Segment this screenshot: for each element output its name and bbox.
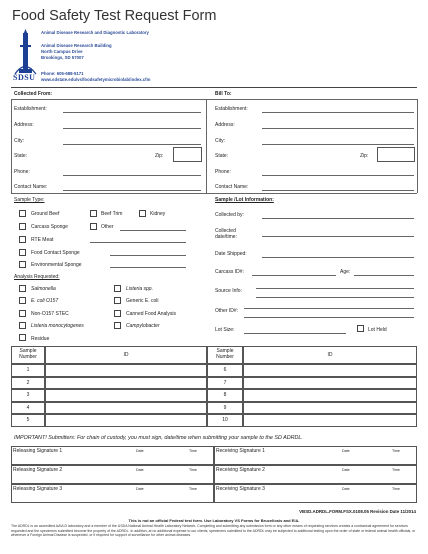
bill-address-field[interactable]	[262, 128, 414, 129]
receiving-signature-1-label: Receiving Signature 1	[216, 448, 265, 454]
environmental-sponge-label: Environmental Sponge	[31, 262, 82, 268]
zip-label: Zip:	[155, 153, 164, 159]
address-field[interactable]	[63, 128, 201, 129]
carcass-sponge-checkbox[interactable]	[19, 223, 26, 230]
age-field[interactable]	[354, 275, 414, 276]
releasing-signature-3-label: Releasing Signature 3	[13, 486, 63, 492]
bill-city-field[interactable]	[262, 144, 414, 145]
ecoli-o157-label: E. coli O157	[31, 298, 59, 304]
sample-id-field-6[interactable]	[243, 364, 417, 377]
ground-beef-checkbox[interactable]	[19, 210, 26, 217]
form-id: VBSD.ADRDL.FORM.FSX.0108.05 Revision Date 11/2014	[299, 509, 416, 514]
date-label: Date	[136, 449, 144, 453]
carcass-sponge-label: Carcass Sponge	[31, 224, 68, 230]
contact-name-field[interactable]	[63, 190, 201, 191]
releasing-signature-1-label: Releasing Signature 1	[13, 448, 63, 454]
id-header-right-text: ID	[327, 352, 333, 358]
time-label: Time	[189, 487, 197, 491]
bill-zip-label: Zip:	[360, 153, 369, 159]
date-shipped-label: Date Shipped:	[215, 251, 247, 257]
street-address: North Campus Drive	[41, 49, 83, 54]
date-label: Date	[342, 487, 350, 491]
row-number-4: 4	[26, 404, 30, 411]
ground-beef-label: Ground Beef	[31, 211, 60, 217]
bill-to-heading: Bill To:	[215, 91, 232, 97]
id-header-left-text: ID	[123, 352, 129, 358]
form-title: Food Safety Test Request Form	[12, 8, 217, 24]
sample-id-field-5[interactable]	[45, 414, 207, 427]
rte-meat-checkbox[interactable]	[19, 236, 26, 243]
phone-field[interactable]	[63, 175, 201, 176]
sample-id-field-2[interactable]	[45, 377, 207, 390]
time-label: Time	[392, 468, 400, 472]
bill-establishment-field[interactable]	[262, 112, 414, 113]
collected-from-heading: Collected From:	[14, 91, 53, 97]
row-number-6: 6	[223, 367, 227, 373]
bill-contact-name-label: Contact Name:	[215, 184, 249, 190]
beef-trim-checkbox[interactable]	[90, 210, 97, 217]
row-number-7: 7	[223, 379, 227, 386]
address-label: Address:	[14, 122, 34, 128]
other-field-2[interactable]	[90, 242, 186, 243]
non-o157-stec-checkbox[interactable]	[19, 310, 26, 317]
sample-id-field-7[interactable]	[243, 377, 417, 390]
sample-id-field-3[interactable]	[45, 389, 207, 402]
city-label: City:	[14, 138, 24, 144]
sample-id-field-8[interactable]	[243, 389, 417, 402]
city-state-zip: Brookings, SD 57007	[41, 55, 84, 60]
building-name: Animal Disease Research Building	[41, 43, 112, 48]
state-label: State:	[14, 153, 28, 159]
lot-size-field[interactable]	[244, 333, 346, 334]
residue-label: Residue	[31, 336, 50, 342]
salmonella-label: Salmonella	[31, 286, 56, 292]
lot-held-checkbox[interactable]	[357, 325, 364, 332]
analysis-heading: Analysis Requested:	[14, 274, 60, 280]
kidney-label: Kidney	[150, 211, 166, 217]
lot-held-label: Lot Held	[368, 327, 387, 333]
date-label: Date	[136, 468, 144, 472]
sample-type-heading: Sample Type:	[14, 197, 45, 203]
ecoli-o157-checkbox[interactable]	[19, 297, 26, 304]
website-url: www.sdstate.edu/vs/foodsafetymicrobiolab/index.cfm	[41, 77, 151, 82]
source-info-field[interactable]	[256, 288, 414, 289]
row-number-1: 1	[26, 367, 30, 373]
other-id-field[interactable]	[244, 308, 414, 309]
bill-contact-name-field[interactable]	[262, 190, 414, 191]
row-number-9: 9	[223, 404, 227, 411]
lot-size-label: Lot Size:	[215, 327, 235, 333]
federal-note: This is not an official Federal test form. Use Laboratory VS Forms for Brucellosis and EIA.	[128, 518, 300, 523]
kidney-checkbox[interactable]	[139, 210, 146, 217]
time-label: Time	[189, 468, 197, 472]
non-o157-stec-label: Non-O157 STEC	[31, 311, 69, 317]
time-label: Time	[392, 449, 400, 453]
row-number-8: 8	[223, 392, 227, 398]
row-number-3: 3	[26, 392, 30, 398]
sample-id-field-9[interactable]	[243, 402, 417, 415]
sample-id-field-1[interactable]	[45, 364, 207, 377]
receiving-signature-2-label: Receiving Signature 2	[216, 467, 265, 473]
beef-trim-label: Beef Trim	[101, 211, 123, 217]
establishment-label: Establishment:	[14, 106, 47, 112]
lab-name: Animal Disease Research and Diagnostic Laboratory	[41, 30, 149, 35]
contact-name-label: Contact Name:	[14, 184, 48, 190]
salmonella-checkbox[interactable]	[19, 285, 26, 292]
environmental-field[interactable]	[110, 267, 186, 268]
bill-state-label: State:	[215, 153, 229, 159]
generic-ecoli-checkbox[interactable]	[114, 297, 121, 304]
sample-id-field-10[interactable]	[243, 414, 417, 427]
releasing-signature-2-label: Releasing Signature 2	[13, 467, 63, 473]
campylobacter-label: Campylobacter	[126, 323, 160, 329]
campylobacter-checkbox[interactable]	[114, 322, 121, 329]
environmental-sponge-checkbox[interactable]	[19, 261, 26, 268]
phone-number: Phone: 605-688-5171	[41, 71, 84, 76]
food-contact-sponge-checkbox[interactable]	[19, 249, 26, 256]
listeria-mono-label: Listeria monocytogenes	[31, 323, 84, 329]
zip-field[interactable]	[173, 147, 202, 162]
other-checkbox[interactable]	[90, 223, 97, 230]
listeria-mono-checkbox[interactable]	[19, 322, 26, 329]
bill-city-label: City:	[215, 138, 225, 144]
carcass-id-label: Carcass ID#:	[215, 269, 244, 275]
bill-address-label: Address:	[215, 122, 235, 128]
other-id-field-2[interactable]	[244, 317, 414, 318]
sdsu-logo: SDSU	[13, 73, 36, 82]
time-label: Time	[189, 449, 197, 453]
date-label: Date	[342, 468, 350, 472]
residue-checkbox[interactable]	[19, 334, 26, 341]
rte-meat-label: RTE Meat	[31, 237, 54, 243]
sample-lot-heading: Sample /Lot Information:	[215, 197, 274, 203]
bill-zip-field[interactable]	[377, 147, 415, 162]
canned-food-checkbox[interactable]	[114, 310, 121, 317]
campanile-logo-icon	[13, 29, 38, 78]
sample-number-header-right-text: Sample Number	[216, 348, 234, 360]
city-field[interactable]	[63, 144, 201, 145]
food-contact-field[interactable]	[110, 255, 186, 256]
receiving-signature-3-label: Receiving Signature 3	[216, 486, 265, 492]
collected-date-field[interactable]	[262, 236, 414, 237]
disclaimer-text: The ADRDL is an accredited AAVLD laboratory and a member of the USDA National Animal Health Laboratory Network. Completing and submitting any submission form or any other means of requesting services creates a contractual agreement for services requested and the specimens submitted become the property of the ADRDL. In addition, at no additional expense to our clients, specimens submitted to the ADRDL may be subjected to additional testing upon the order of state or federal animal health officials, or whenever a Foreign Animal Disease is suspected, or if required for support of surveillance for other animal diseases.	[11, 524, 416, 537]
source-info-field-2[interactable]	[256, 297, 414, 298]
listeria-spp-checkbox[interactable]	[114, 285, 121, 292]
food-contact-sponge-label: Food Contact Sponge	[31, 250, 80, 256]
chain-of-custody-notice: IMPORTANT! Submitters: For chain of custody, you must sign, date/time when submitting your sample to the SD ADRDL.	[14, 435, 303, 441]
time-label: Time	[392, 487, 400, 491]
row-number-2: 2	[26, 379, 30, 386]
generic-ecoli-label: Generic E. coli	[126, 298, 159, 304]
other-id-label: Other ID#:	[215, 308, 239, 314]
row-number-10: 10	[222, 417, 228, 423]
other-label: Other	[101, 224, 114, 230]
establishment-field[interactable]	[63, 112, 201, 113]
sample-number-header-left-text: Sample Number	[19, 348, 37, 360]
collected-date-label: Collected date/time:	[215, 228, 237, 240]
phone-label: Phone:	[14, 169, 30, 175]
bill-phone-field[interactable]	[262, 175, 414, 176]
collected-by-label: Collected by:	[215, 212, 244, 218]
age-label: Age:	[340, 269, 351, 275]
bill-establishment-label: Establishment:	[215, 106, 248, 112]
date-label: Date	[136, 487, 144, 491]
carcass-id-field[interactable]	[252, 275, 336, 276]
date-shipped-field[interactable]	[262, 257, 414, 258]
bill-phone-label: Phone:	[215, 169, 231, 175]
canned-food-label: Canned Food Analysis	[126, 311, 177, 317]
collected-by-field[interactable]	[262, 218, 414, 219]
row-number-5: 5	[26, 417, 30, 423]
listeria-spp-label: Listeria spp.	[126, 286, 153, 292]
other-field[interactable]	[120, 230, 186, 231]
source-info-label: Source Info:	[215, 288, 242, 294]
date-label: Date	[342, 449, 350, 453]
sample-id-field-4[interactable]	[45, 402, 207, 415]
